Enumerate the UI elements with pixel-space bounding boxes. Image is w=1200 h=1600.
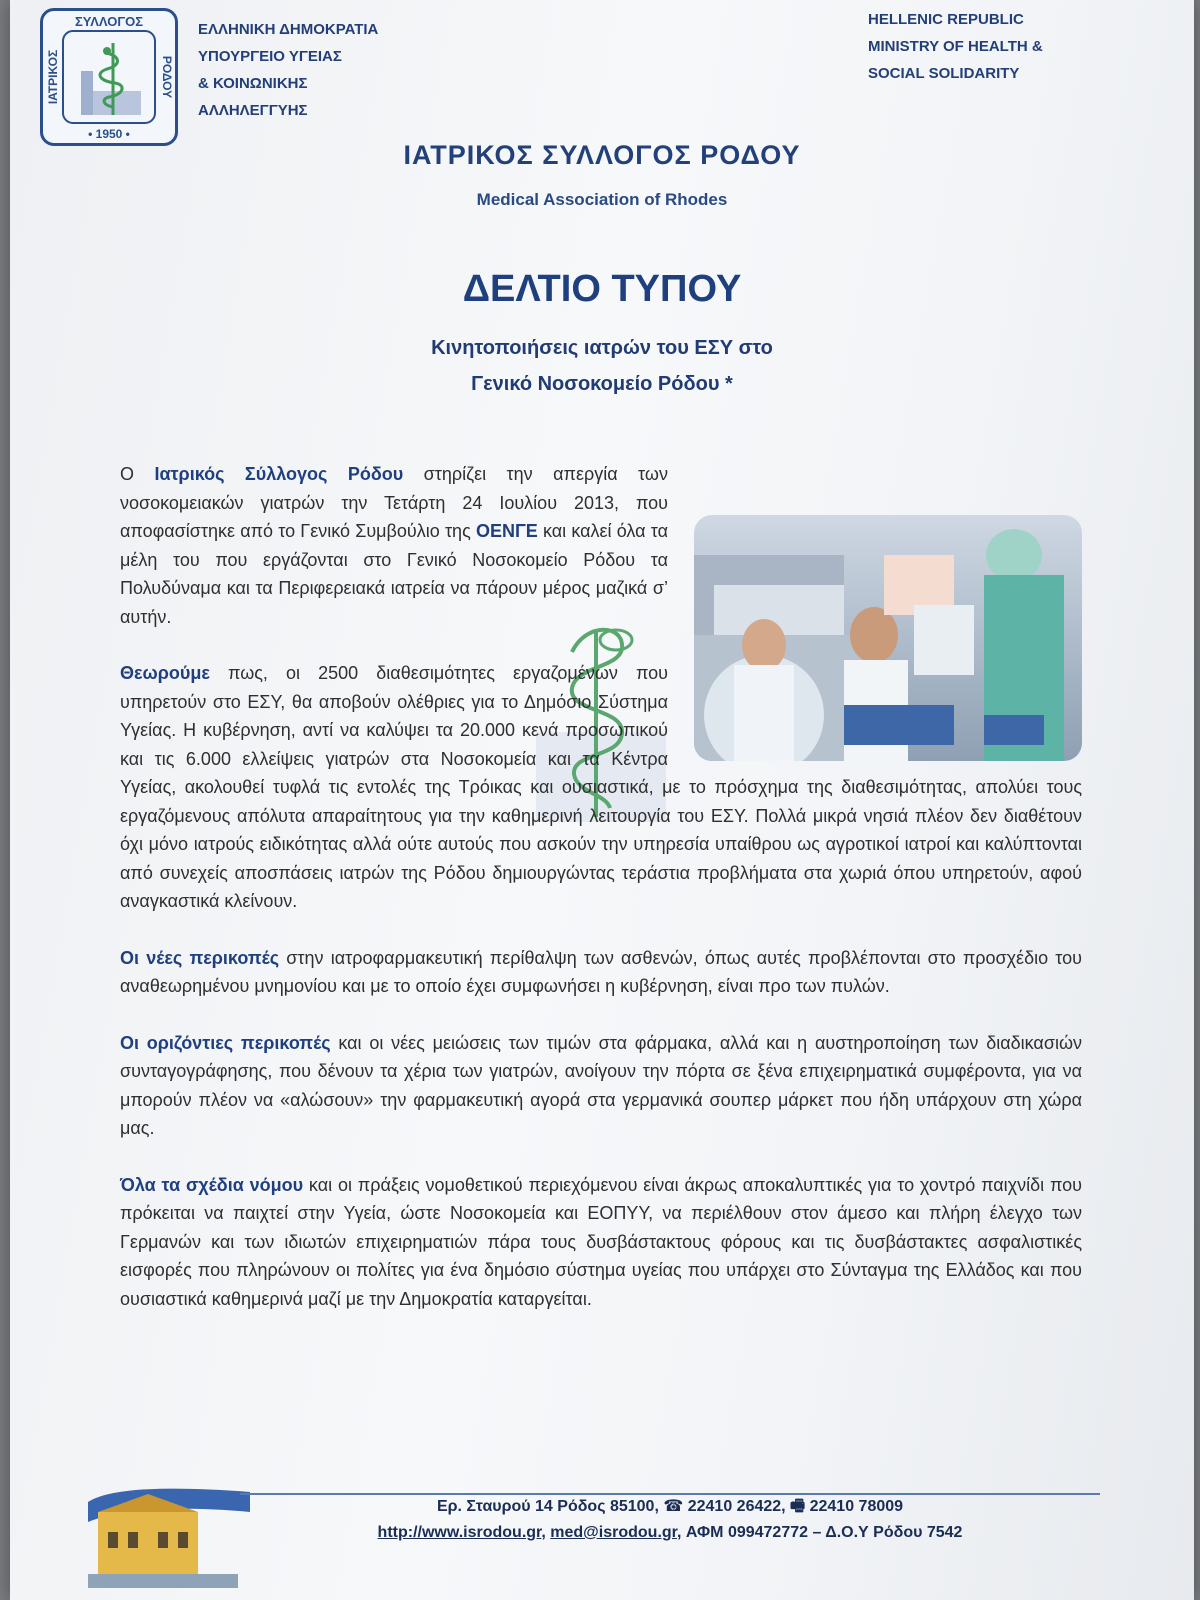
press-release-page xyxy=(10,0,1194,1600)
footer-tax: , ΑΦΜ 099472772 – Δ.Ο.Υ Ρόδου 7542 xyxy=(677,1524,963,1541)
headline-line-1: Κινητοποιήσεις ιατρών του ΕΣΥ στο xyxy=(431,337,773,359)
seal-left-text: ΙΑΤΡΙΚΟΣ xyxy=(46,49,60,105)
header-en-line-2: MINISTRY OF HEALTH & xyxy=(868,38,1043,55)
headline-line-2: Γενικό Νοσοκομείο Ρόδου * xyxy=(471,373,733,395)
header-english xyxy=(868,6,1043,87)
doctors-protest-photo xyxy=(694,515,1082,761)
website-link[interactable]: http://www.isrodou.gr xyxy=(377,1524,542,1541)
p1-bold-oenge: ΟΕΝΓΕ xyxy=(475,521,538,541)
p1-bold-association: Ιατρικός Σύλλογος Ρόδου xyxy=(154,464,404,484)
phone-icon: ☎ xyxy=(663,1498,684,1515)
header-greek xyxy=(198,16,378,124)
p2-bold-lead: Θεωρούμε xyxy=(120,663,210,683)
p4-bold-lead: Οι οριζόντιες περικοπές xyxy=(120,1032,331,1053)
headline xyxy=(10,330,1194,402)
p1-text-e: και καλεί όλα τα μέλη του που εργάζονται στο Γενικό Νοσοκομείο Ρόδου τα Πολυδύναμα και τα Περιφερειακά ιατρεία να πάρουν μέρος μαζικά σ’ αυτήν. xyxy=(120,521,668,627)
document-type-title: ΔΕΛΤΙΟ ΤΥΠΟΥ xyxy=(462,268,742,310)
footer-building-image xyxy=(78,1482,250,1592)
p1-text-c: στηρίζει την απεργία των νοσοκομειακών γιατρών την Τετάρτη 24 Ιουλίου 2013, που αποφασίστηκε από το Γενικό Συμβούλιο της xyxy=(120,464,668,541)
seal-year: • 1950 • xyxy=(88,127,130,141)
p1-text-a: Ο xyxy=(120,464,155,484)
press-release-body xyxy=(120,460,1082,1341)
footer-line-2 xyxy=(240,1520,1100,1546)
organization-subtitle: Medical Association of Rhodes xyxy=(476,190,728,209)
paragraph-3 xyxy=(120,944,1082,1001)
seal-graphic xyxy=(43,11,175,143)
header-en-line-1: HELLENIC REPUBLIC xyxy=(868,11,1024,28)
seal-right-text: ΡΟΔΟΥ xyxy=(160,55,174,99)
header-gr-line-4: ΑΛΛΗΛΕΓΓΥΗΣ xyxy=(198,102,308,119)
p2-text: πως, οι 2500 διαθεσιμότητες εργαζομένων που υπηρετούν στο ΕΣΥ, θα αποβούν ολέθριες για το Δημόσιο Σύστημα Υγείας. Η κυβέρνηση, αντί να καλύψει τα 20.000 κενά προσωπικού και τις 6.000 ελλείψεις γιατρών στα Νοσοκομεία και τα Κέντρα Υγείας, ακολουθεί τυφλά τις εντολές της Τρόικας και ουσιαστικά, με το πρόσχημα της διαθεσιμότητας, απολύει τους εργαζόμενους απόλυτα απαραίτητους για την καθημερινή λειτουργία του ΕΣΥ. Πολλά μικρά νησιά πλέον δεν διαθέτουν όχι μόνο ιατρούς ειδικότητας αλλά ούτε αυτούς που ασκούν την υπηρεσία υπαίθρου ως αγροτικοί ιατροί και καλύπτονται από συνεχείς αποσπάσεις ιατρών της Ρόδου δημιουργώντας τεράστια προβλήματα στα χωριά όπου υπηρετούν, αφού αναγκαστικά κλείνουν. xyxy=(120,663,1082,911)
footer-address: Ερ. Σταυρού 14 Ρόδος 85100, xyxy=(436,1498,664,1515)
association-seal xyxy=(40,8,178,146)
header-gr-line-2: ΥΠΟΥΡΓΕΙΟ ΥΓΕΙΑΣ xyxy=(198,48,342,65)
email-link[interactable]: med@isrodou.gr xyxy=(550,1524,678,1541)
header-gr-line-3: & ΚΟΙΝΩΝΙΚΗΣ xyxy=(198,75,308,92)
footer-fax: 22410 78009 xyxy=(805,1498,904,1515)
tower-shape xyxy=(81,71,93,115)
header-gr-line-1: ΕΛΛΗΝΙΚΗ ΔΗΜΟΚΡΑΤΙΑ xyxy=(198,21,379,38)
p4-text: και οι νέες μειώσεις των τιμών στα φάρμακα, αλλά και η αυστηροποίηση των διαδικασιών συνταγογράφησης, που δένουν τα χέρια των γιατρών, ανοίγουν την πόρτα σε ξένα επιχειρηματικά συμφέροντα, για να μπορούν πλέον να «αλώσουν» την φαρμακευτική αγορά στα γερμανικά σουπερ μάρκετ που ήδη υπάρχουν στη χώρα μας. xyxy=(120,1032,1082,1138)
footer-contact xyxy=(240,1494,1100,1546)
paragraph-5 xyxy=(120,1171,1082,1314)
paragraph-4 xyxy=(120,1029,1082,1143)
fax-icon: 🖷 xyxy=(790,1498,806,1515)
p3-text: στην ιατροφαρμακευτική περίθαλψη των ασθενών, όπως αυτές προβλέπονται στο προσχέδιο του αναθεωρημένου μνημονίου και με το οποίο έχει συμφωνήσει η κυβέρνηση, είναι προ των πυλών. xyxy=(120,947,1083,996)
p3-bold-lead: Οι νέες περικοπές xyxy=(120,947,280,968)
footer-phone: 22410 26422, xyxy=(683,1498,791,1515)
p5-text: και οι πράξεις νομοθετικού περιεχόμενου είναι άκρως αποκαλυπτικές για το χοντρό παιχνίδι που πρόκειται να παιχτεί στην Υγεία, ώστε Νοσοκομεία και ΕΟΠΥΥ, να περιέλθουν στον άμεσο και πλήρη έλεγχο των Γερμανών και των ιδιωτών επιχειρηματιών πάρα τους δυσβάστακτους φόρους και τις δυσβάστακτες ασφαλιστικές εισφορές που πληρώνουν οι πολίτες για ένα δημόσιο σύστημα υγείας που υπάρχει στο Σύνταγμα της Ελλάδος και που ουσιαστικά καθημερινά μαζί με την Δημοκρατία καταργείται. xyxy=(120,1174,1082,1309)
footer-line-1 xyxy=(240,1494,1100,1520)
header-en-line-3: SOCIAL SOLIDARITY xyxy=(868,65,1020,82)
organization-title: ΙΑΤΡΙΚΟΣ ΣΥΛΛΟΓΟΣ ΡΟΔΟΥ xyxy=(403,140,801,170)
seal-top-text: ΣΥΛΛΟΓΟΣ xyxy=(74,14,144,29)
p5-bold-lead: Όλα τα σχέδια νόμου xyxy=(120,1174,304,1195)
footer-sep: , xyxy=(541,1524,551,1541)
